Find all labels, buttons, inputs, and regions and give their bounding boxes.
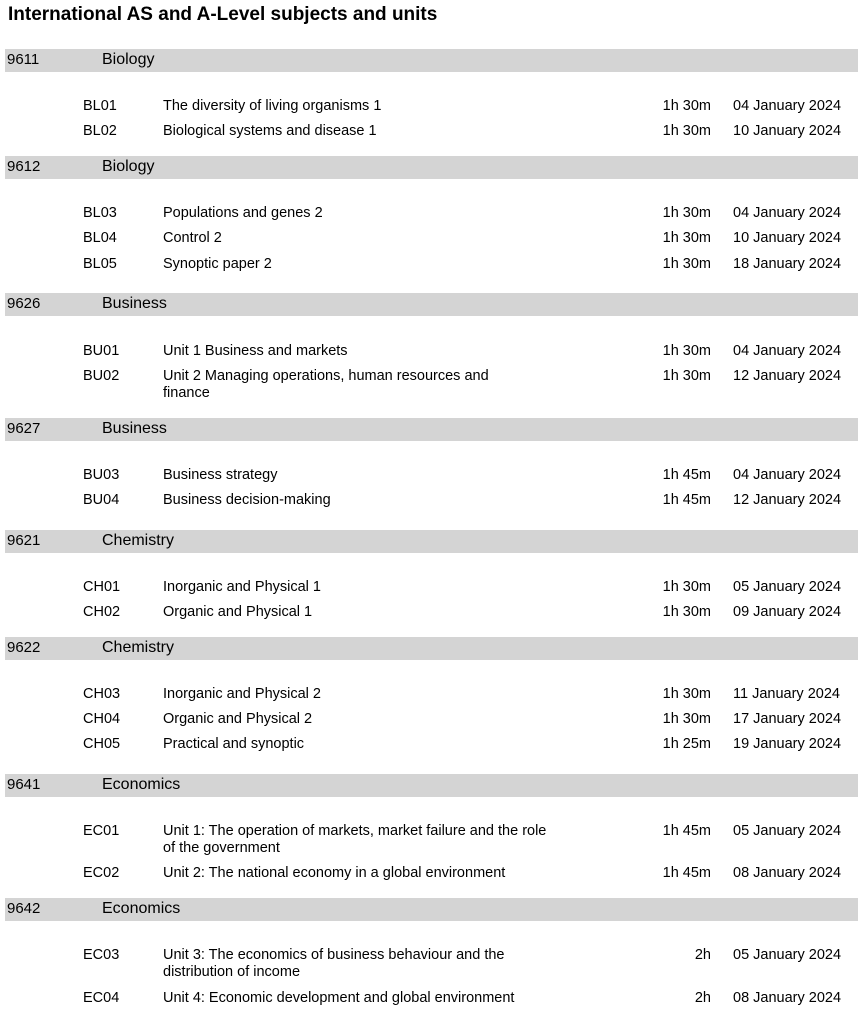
unit-title: Business strategy	[163, 467, 278, 483]
unit-code: EC03	[83, 947, 120, 963]
unit-title: Practical and synoptic	[163, 736, 305, 752]
subject-header-9621	[5, 530, 858, 553]
unit-title: Unit 2: The national economy in a global environment	[163, 865, 506, 881]
unit-code: CH02	[83, 604, 121, 620]
unit-code: BU04	[83, 492, 120, 508]
unit-date: 04 January 2024	[733, 467, 842, 483]
unit-duration: 1h 30m	[662, 368, 711, 384]
unit-title: Unit 1: The operation of markets, market failure and the role of the government	[163, 823, 547, 856]
unit-title: Organic and Physical 1	[163, 604, 313, 620]
subject-name: Business	[102, 295, 167, 312]
subject-name: Economics	[102, 900, 181, 917]
subject-name: Chemistry	[102, 532, 175, 549]
unit-title: Biological systems and disease 1	[163, 123, 377, 139]
unit-title: Organic and Physical 2	[163, 711, 313, 727]
subject-name: Chemistry	[102, 639, 175, 656]
subject-name: Biology	[102, 158, 155, 175]
subject-header-9622	[5, 637, 858, 660]
unit-date: 12 January 2024	[733, 368, 842, 384]
unit-title: Business decision-making	[163, 492, 331, 508]
unit-duration: 1h 45m	[662, 492, 711, 508]
subject-code: 9641	[7, 776, 41, 793]
unit-duration: 1h 30m	[662, 604, 711, 620]
unit-date: 19 January 2024	[733, 736, 842, 752]
unit-duration: 1h 30m	[662, 230, 711, 246]
unit-duration: 2h	[694, 947, 711, 963]
unit-duration: 1h 30m	[662, 343, 711, 359]
unit-code: EC01	[83, 823, 120, 839]
subject-header-9627	[5, 418, 858, 441]
unit-code: BL01	[83, 98, 117, 114]
subject-code: 9621	[7, 532, 41, 549]
subject-code: 9626	[7, 295, 41, 312]
unit-date: 12 January 2024	[733, 492, 842, 508]
unit-code: BL04	[83, 230, 117, 246]
unit-title: Populations and genes 2	[163, 205, 323, 221]
unit-code: CH03	[83, 686, 121, 702]
unit-date: 09 January 2024	[733, 604, 842, 620]
unit-date: 18 January 2024	[733, 256, 842, 272]
unit-duration: 1h 30m	[662, 205, 711, 221]
unit-title: Unit 1 Business and markets	[163, 343, 348, 359]
unit-date: 04 January 2024	[733, 98, 842, 114]
subject-code: 9611	[7, 51, 40, 68]
unit-code: EC02	[83, 865, 120, 881]
unit-code: BL02	[83, 123, 117, 139]
unit-title: Inorganic and Physical 1	[163, 579, 321, 595]
unit-duration: 1h 45m	[662, 467, 711, 483]
unit-code: EC04	[83, 990, 120, 1006]
unit-date: 10 January 2024	[733, 123, 842, 139]
unit-code: CH01	[83, 579, 121, 595]
unit-date: 08 January 2024	[733, 865, 842, 881]
subject-name: Business	[102, 420, 167, 437]
unit-code: BU03	[83, 467, 120, 483]
unit-date: 05 January 2024	[733, 579, 842, 595]
unit-duration: 1h 30m	[662, 686, 711, 702]
subject-code: 9627	[7, 420, 41, 437]
unit-duration: 1h 30m	[662, 256, 711, 272]
unit-date: 11 January 2024	[733, 686, 840, 702]
unit-date: 05 January 2024	[733, 947, 842, 963]
unit-duration: 1h 30m	[662, 123, 711, 139]
unit-duration: 2h	[694, 990, 711, 1006]
subject-name: Biology	[102, 51, 155, 68]
unit-duration: 1h 30m	[662, 579, 711, 595]
unit-code: CH05	[83, 736, 121, 752]
unit-duration: 1h 25m	[662, 736, 711, 752]
subject-code: 9622	[7, 639, 41, 656]
subject-header-9626	[5, 293, 858, 316]
unit-duration: 1h 45m	[662, 865, 711, 881]
subject-header-9611	[5, 49, 858, 72]
unit-date: 04 January 2024	[733, 343, 842, 359]
unit-duration: 1h 30m	[662, 711, 711, 727]
unit-code: CH04	[83, 711, 121, 727]
page-title: International AS and A-Level subjects and units	[8, 4, 438, 25]
unit-duration: 1h 30m	[662, 98, 711, 114]
subject-name: Economics	[102, 776, 181, 793]
unit-title: The diversity of living organisms 1	[163, 98, 382, 114]
unit-date: 05 January 2024	[733, 823, 842, 839]
unit-title: Unit 3: The economics of business behaviour and the distribution of income	[163, 947, 505, 980]
unit-code: BU02	[83, 368, 120, 384]
unit-code: BL05	[83, 256, 117, 272]
subject-code: 9612	[7, 158, 41, 175]
unit-title: Synoptic paper 2	[163, 256, 272, 272]
unit-date: 04 January 2024	[733, 205, 842, 221]
subject-header-9642	[5, 898, 858, 921]
unit-duration: 1h 45m	[662, 823, 711, 839]
unit-date: 17 January 2024	[733, 711, 842, 727]
unit-code: BU01	[83, 343, 120, 359]
unit-title: Unit 4: Economic development and global environment	[163, 990, 515, 1006]
unit-title: Control 2	[163, 230, 222, 246]
unit-title: Unit 2 Managing operations, human resources and finance	[163, 368, 489, 401]
unit-code: BL03	[83, 205, 117, 221]
subject-header-9641	[5, 774, 858, 797]
unit-title: Inorganic and Physical 2	[163, 686, 321, 702]
unit-date: 08 January 2024	[733, 990, 842, 1006]
subject-code: 9642	[7, 900, 41, 917]
unit-date: 10 January 2024	[733, 230, 842, 246]
subject-header-9612	[5, 156, 858, 179]
